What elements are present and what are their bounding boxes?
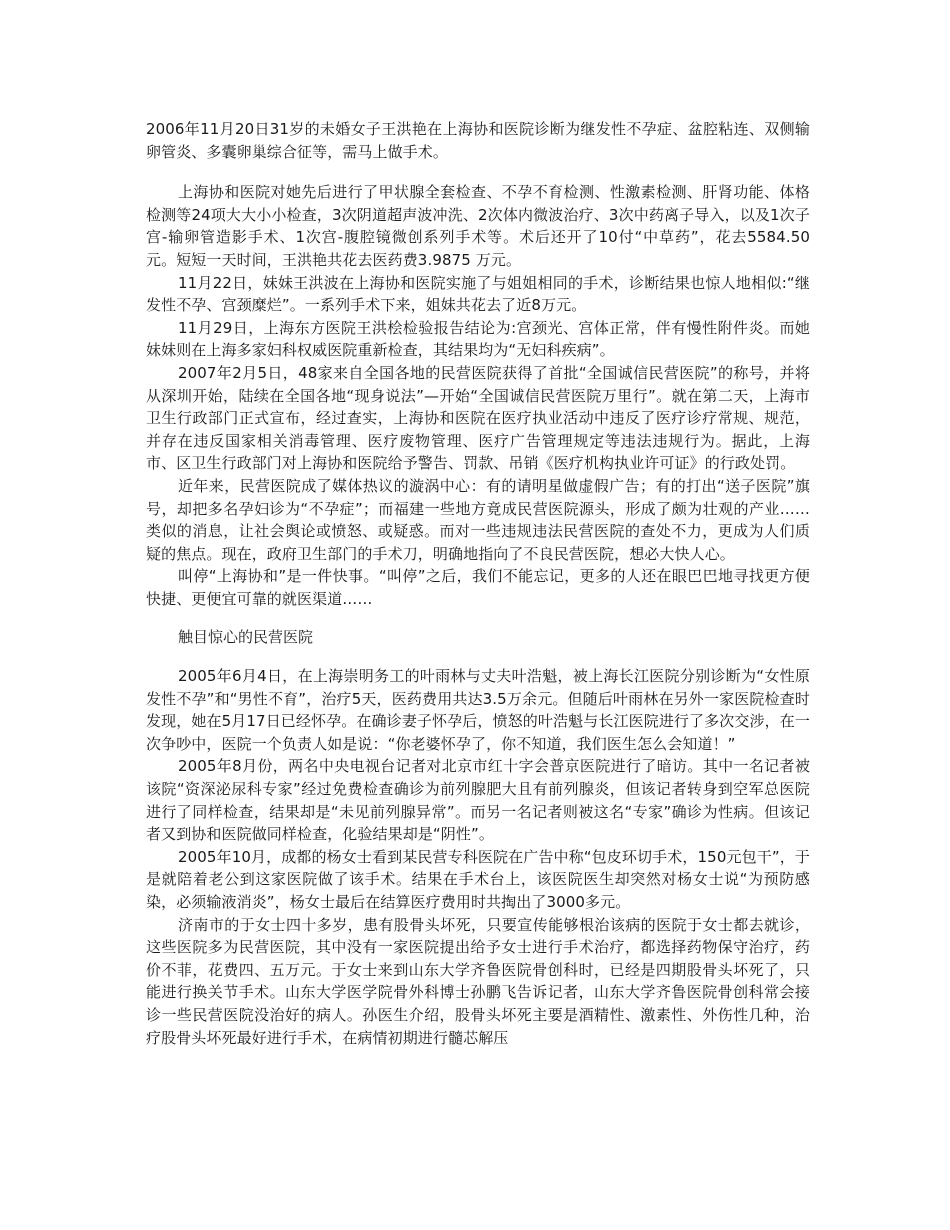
paragraph: 近年来，民营医院成了媒体热议的漩涡中心：有的请明星做虚假广告；有的打出“送子医院”旗号，却把多名孕妇诊为“不孕症”；而福建一些地方竟成民营医院源头，形成了颇为壮观的产业……类似的消息，让社会舆论或愤怒、或疑惑。而对一些违规违法民营医院的查处不力，更成为人们质疑的焦点。现在，政府卫生部门的手术刀，明确地指向了不良民营医院，想必大快人心。 <box>146 476 810 563</box>
paragraph: 济南市的于女士四十多岁，患有股骨头坏死，只要宣传能够根治该病的医院于女士都去就诊，这些医院多为民营医院，其中没有一家医院提出给予女士进行手术治疗，都选择药物保守治疗，药价不菲，花费四、五万元。于女士来到山东大学齐鲁医院骨创科时，已经是四期股骨头坏死了，只能进行换关节手术。山东大学医学院骨外科博士孙鹏飞告诉记者，山东大学齐鲁医院骨创科常会接诊一些民营医院没治好的病人。孙医生介绍，股骨头坏死主要是酒精性、激素性、外伤性几种，治疗股骨头坏死最好进行手术，在病情初期进行髓芯解压 <box>146 915 810 1047</box>
paragraph: 2005年8月份，两名中央电视台记者对北京市红十字会普京医院进行了暗访。其中一名记者被该院“资深泌尿科专家”经过免费检查确诊为前列腺肥大且有前列腺炎，但该记者转身到空军总医院进行了同样检查，结果却是“未见前列腺异常”。而另一名记者则被这名“专家”确诊为性病。但该记者又到协和医院做同样检查，化验结果却是“阴性”。 <box>146 757 810 844</box>
paragraph: 2007年2月5日，48家来自全国各地的民营医院获得了首批“全国诚信民营医院”的称号，并将从深圳开始，陆续在全国各地“现身说法”—开始“全国诚信民营医院万里行”。就在第二天，上海市卫生行政部门正式宣布，经过查实，上海协和医院在医疗执业活动中违反了医疗诊疗常规、规范，并存在违反国家相关消毒管理、医疗废物管理、医疗广告管理规定等违法违规行为。据此，上海市、区卫生行政部门对上海协和医院给予警告、罚款、吊销《医疗机构执业许可证》的行政处罚。 <box>146 363 810 473</box>
paragraph: 11月22日，妹妹王洪波在上海协和医院实施了与姐姐相同的手术，诊断结果也惊人地相似:“继发性不孕、宫颈糜烂”。一系列手术下来，姐妹共花去了近8万元。 <box>146 273 810 315</box>
paragraph: 2005年6月4日，在上海崇明务工的叶雨林与丈夫叶浩魁，被上海长江医院分别诊断为“女性原发性不孕”和“男性不育”，治疗5天，医药费用共达3.5万余元。但随后叶雨林在另外一家医院检查时发现，她在5月17日已经怀孕。在确诊妻子怀孕后，愤怒的叶浩魁与长江医院进行了多次交涉，在一次争吵中，医院一个负责人如是说：“你老婆怀孕了，你不知道，我们医生怎么会知道！” <box>146 667 810 753</box>
section-heading: 触目惊心的民营医院 <box>178 628 314 647</box>
paragraph: 叫停“上海协和”是一件快事。“叫停”之后，我们不能忘记，更多的人还在眼巴巴地寻找更方便快捷、更便宜可靠的就医渠道…… <box>146 567 810 608</box>
paragraph: 上海协和医院对她先后进行了甲状腺全套检查、不孕不育检测、性激素检测、肝肾功能、体格检测等24项大大小小检查，3次阴道超声波冲洗、2次体内微波治疗、3次中药离子导入，以及1次子宫-输卵管造影手术、1次宫-腹腔镜微创系列手术等。术后还开了10付“中草药”，花去5584.50 元。短短一天时间，王洪艳共花去医药费3.9875 万元。 <box>146 183 810 269</box>
paragraph: 2005年10月，成都的杨女士看到某民营专科医院在广告中称“包皮环切手术，150元包干”，于是就陪着老公到这家医院做了该手术。结果在手术台上，该医院医生却突然对杨女士说“为预防感染，必须输液消炎”，杨女士最后在结算医疗费用时共掏出了3000多元。 <box>146 847 810 911</box>
paragraph: 11月29日，上海东方医院王洪桧检验报告结论为:宫颈光、宫体正常，伴有慢性附件炎。而她妹妹则在上海多家妇科权威医院重新检查，其结果均为“无妇科疾病”。 <box>146 318 810 360</box>
paragraph-intro: 2006年11月20日31岁的未婚女子王洪艳在上海协和医院诊断为继发性不孕症、盆腔粘连、双侧输卵管炎、多囊卵巢综合征等，需马上做手术。 <box>146 120 810 161</box>
